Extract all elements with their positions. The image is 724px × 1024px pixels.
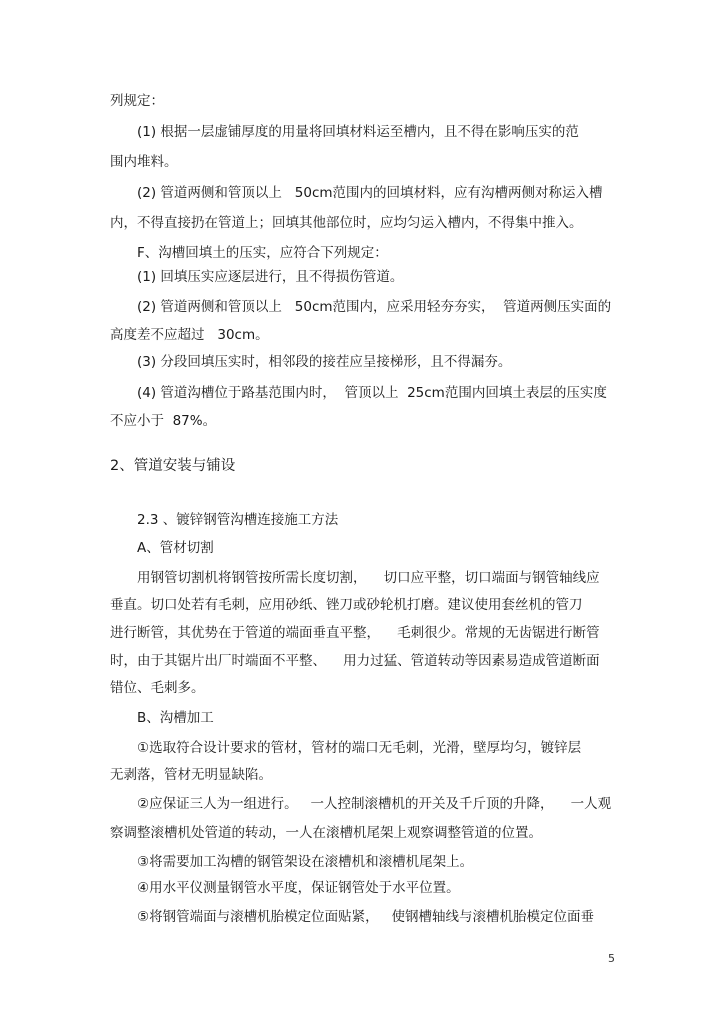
text-line: 列规定： bbox=[110, 93, 164, 109]
text-line: 围内堆料。 bbox=[110, 154, 178, 170]
text-line: 内，不得直接扔在管道上；回填其他部位时，应均匀运入槽内，不得集中推入。 bbox=[110, 215, 583, 231]
text-line: 察调整滚槽机处管道的转动，一人在滚槽机尾架上观察调整管道的位置。 bbox=[110, 825, 542, 841]
text-line: B、沟槽加工 bbox=[137, 710, 214, 726]
text-line: 进行断管，其优势在于管道的端面垂直平整， 毛刺很少。常规的无齿锯进行断管 bbox=[110, 625, 600, 641]
text-line: 无剥落，管材无明显缺陷。 bbox=[110, 767, 272, 783]
text-line: (4) 管道沟槽位于路基范围内时， 管顶以上 25cm范围内回填土表层的压实度 bbox=[137, 385, 607, 401]
text-line: (3) 分段回填压实时，相邻段的接茬应呈接梯形，且不得漏夯。 bbox=[137, 354, 512, 370]
text-line: 错位、毛刺多。 bbox=[110, 680, 205, 696]
text-line: (2) 管道两侧和管顶以上 50cm范围内，应采用轻夯夯实， 管道两侧压实面的 bbox=[137, 299, 612, 315]
page-number: 5 bbox=[608, 952, 615, 965]
text-line: (2) 管道两侧和管顶以上 50cm范围内的回填材料，应有沟槽两侧对称运入槽 bbox=[137, 185, 603, 201]
text-line: 垂直。切口处若有毛刺，应用砂纸、锉刀或砂轮机打磨。建议使用套丝机的管刀 bbox=[110, 597, 583, 613]
text-line: ②应保证三人为一组进行。 一人控制滚槽机的开关及千斤顶的升降， 一人观 bbox=[137, 796, 612, 812]
text-line: F、沟槽回填土的压实，应符合下列规定： bbox=[137, 245, 388, 261]
text-line: (1) 根据一层虚铺厚度的用量将回填材料运至槽内，且不得在影响压实的范 bbox=[137, 124, 579, 140]
text-line: 时，由于其锯片出厂时端面不平整、 用力过猛、管道转动等因素易造成管道断面 bbox=[110, 653, 600, 669]
subsection-heading: 2.3 、镀锌钢管沟槽连接施工方法 bbox=[137, 512, 339, 528]
text-line: 不应小于 87%。 bbox=[110, 413, 217, 429]
text-line: 高度差不应超过 30cm。 bbox=[110, 327, 269, 343]
section-heading: 2、管道安装与铺设 bbox=[110, 458, 236, 474]
text-line: ⑤将钢管端面与滚槽机胎模定位面贴紧， 使钢槽轴线与滚槽机胎模定位面垂 bbox=[137, 909, 594, 925]
text-line: ①选取符合设计要求的管材，管材的端口无毛刺，光滑，壁厚均匀，镀锌层 bbox=[137, 740, 582, 756]
text-line: ④用水平仪测量钢管水平度，保证钢管处于水平位置。 bbox=[137, 880, 460, 896]
text-line: 用钢管切割机将钢管按所需长度切割， 切口应平整，切口端面与钢管轴线应 bbox=[137, 570, 600, 586]
text-line: A、管材切割 bbox=[137, 540, 214, 556]
text-line: ③将需要加工沟槽的钢管架设在滚槽机和滚槽机尾架上。 bbox=[137, 854, 474, 870]
text-line: (1) 回填压实应逐层进行，且不得损伤管道。 bbox=[137, 269, 404, 285]
